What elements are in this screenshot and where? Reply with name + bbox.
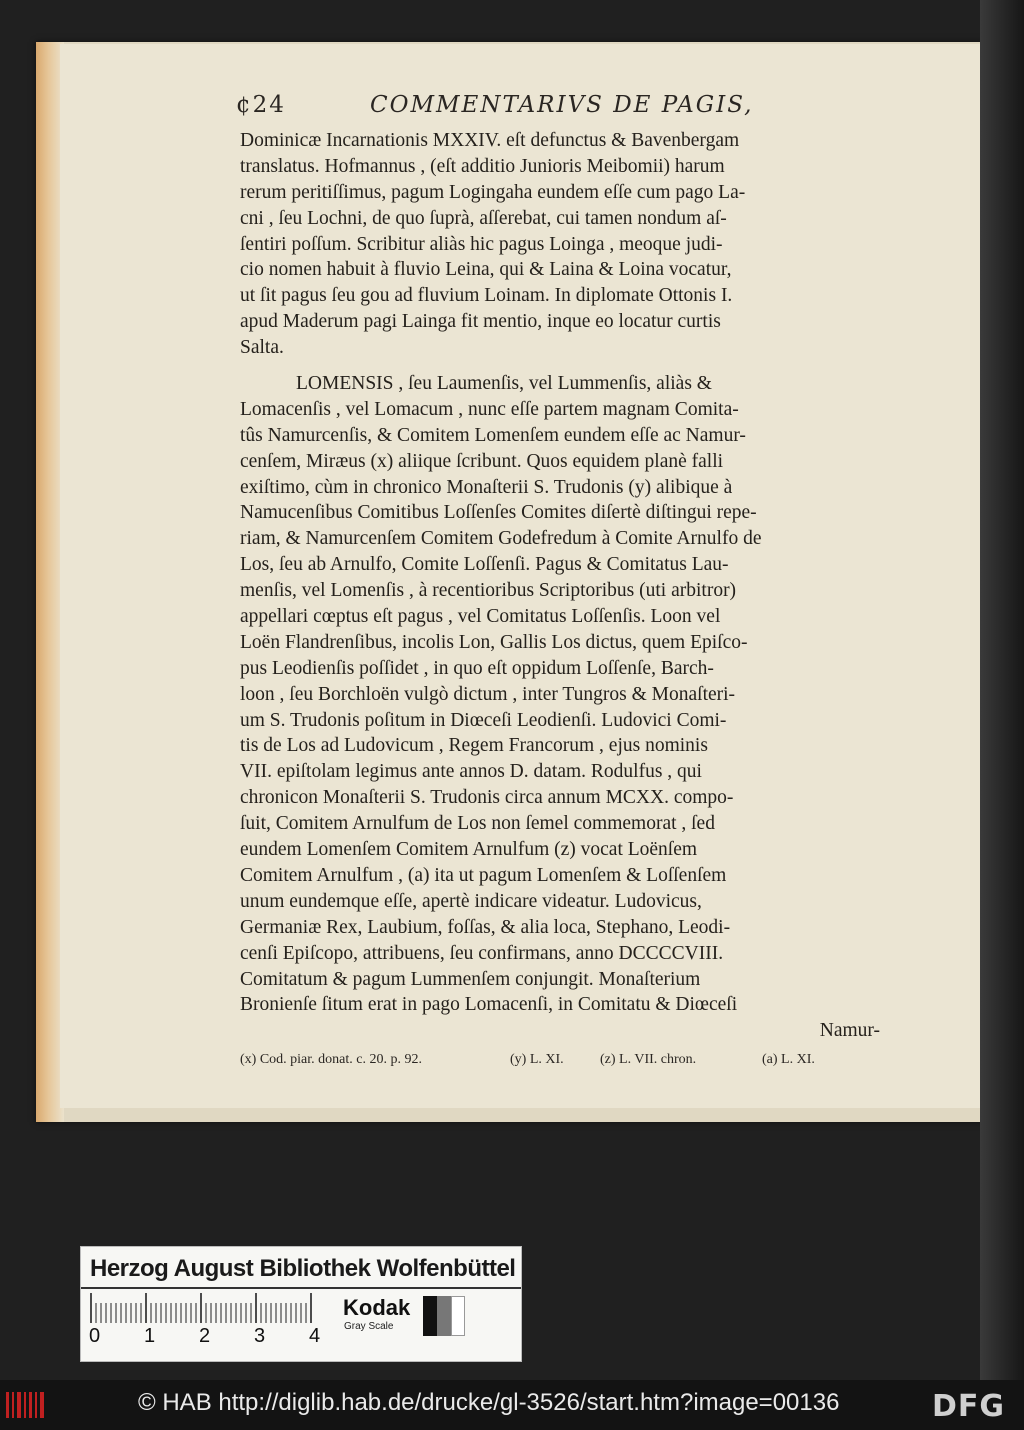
- text-line: Dominicæ Incarnationis MXXIV. eſt defunctus & Bavenbergam: [240, 130, 740, 151]
- text-line: unum eundemque eſſe, apertè indicare videatur. Ludovicus,: [240, 890, 702, 912]
- scale-numbers: [89, 1325, 329, 1351]
- text-line: Germaniæ Rex, Laubium, foſſas, & alia loca, Stephano, Leodi-: [240, 916, 731, 938]
- text-line: Namucenſibus Comitibus Loſſenſes Comites diſertè diſtingui repe-: [240, 502, 757, 524]
- text-line: tis de Los ad Ludovicum , Regem Francorum , ejus nominis: [240, 735, 708, 757]
- text-line: appellari cœptus eſt pagus , vel Comitatus Loſſenſis. Loon vel: [240, 606, 721, 628]
- label-divider: [81, 1287, 521, 1289]
- text-line: ut ſit pagus ſeu gou ad fluvium Loinam. In diplomate Ottonis I.: [240, 285, 733, 307]
- text-line: rerum peritiſſimus, pagum Logingaha eundem eſſe cum pago La-: [240, 181, 746, 203]
- scale-number: 4: [309, 1325, 321, 1347]
- scale-number: 1: [144, 1325, 156, 1347]
- gray-patch: [423, 1296, 437, 1336]
- footnote-x: (x) Cod. piar. donat. c. 20. p. 92.: [240, 1052, 422, 1067]
- copyright-link[interactable]: © HAB http://diglib.hab.de/drucke/gl-3526/start.htm?image=00136: [138, 1389, 840, 1416]
- footer-bar: [0, 1380, 1024, 1430]
- scale-number: 0: [89, 1325, 101, 1347]
- library-name: Herzog August Bibliothek Wolfenbüttel: [90, 1255, 516, 1282]
- text-line: tûs Namurcenſis, & Comitem Lomenſem eundem eſſe ac Namur-: [240, 424, 746, 446]
- text-line: Comitem Arnulfum , (a) ita ut pagum Lomenſem & Loſſenſem: [240, 864, 727, 886]
- text-line: Salta.: [240, 337, 284, 359]
- text-line: ſuit, Comitem Arnulfum de Los non ſemel commemorat , ſed: [240, 813, 715, 835]
- text-line: chronicon Monaſterii S. Trudonis circa annum MCXX. compo-: [240, 787, 734, 809]
- gray-patch: [451, 1296, 465, 1336]
- barcode-icon: [6, 1392, 46, 1418]
- page-header: [236, 92, 876, 126]
- text-line: Lomacenſis , vel Lomacum , nunc eſſe partem magnam Comita-: [240, 398, 739, 420]
- text-line: VII. epiſtolam legimus ante annos D. datam. Rodulfus , qui: [240, 761, 702, 783]
- text-line: cenſem, Miræus (x) aliique ſcribunt. Quos equidem planè falli: [240, 450, 724, 472]
- text-line: cio nomen habuit à fluvio Leina, qui & Laina & Loina vocatur,: [240, 259, 732, 281]
- text-line: apud Maderum pagi Lainga fit mentio, inque eo locatur curtis: [240, 311, 721, 333]
- dfg-logo: DFG: [932, 1389, 1006, 1424]
- footnote-z: (z) L. VII. chron.: [600, 1052, 697, 1067]
- text-line: cni , ſeu Lochni, de quo ſuprà, aſſerebat, cui tamen nondum aſ-: [240, 207, 727, 229]
- text-line: Comitatum & pagum Lummenſem conjungit. Monaſterium: [240, 968, 701, 990]
- footnotes: [240, 1052, 880, 1076]
- scale-ruler: [89, 1291, 321, 1325]
- binding-shadow: [980, 0, 1024, 1380]
- gray-patch: [437, 1296, 451, 1336]
- text-line: pus Leodienſis poſſidet , in quo eſt oppidum Loſſenſe, Barch-: [240, 657, 714, 679]
- text-line: exiſtimo, cùm in chronico Monaſterii S. Trudonis (y) alibique à: [240, 476, 733, 498]
- text-line: cenſi Epiſcopo, attribuens, ſeu confirmans, anno DCCCCVIII.: [240, 942, 724, 964]
- text-line: riam, & Namurcenſem Comitem Godefredum à Comite Arnulfo de: [240, 528, 762, 550]
- scale-number: 3: [254, 1325, 266, 1347]
- scale-number: 2: [199, 1325, 211, 1347]
- catchword: Namur-: [819, 1020, 880, 1042]
- footnote-y: (y) L. XI.: [510, 1052, 564, 1067]
- library-color-target: [80, 1246, 522, 1362]
- gray-scale-caption: Gray Scale: [344, 1321, 394, 1332]
- text-line: ſentiri poſſum. Scribitur aliàs hic pagus Loinga , meoque judi-: [240, 233, 723, 255]
- text-line: loon , ſeu Borchloën vulgò dictum , inter Tungros & Monaſteri-: [240, 683, 736, 705]
- kodak-brand: Kodak: [343, 1295, 411, 1320]
- text-line: LOMENSIS , ſeu Laumenſis, vel Lummenſis, aliàs &: [296, 373, 712, 395]
- running-title: COMMENTARIVS DE PAGIS,: [370, 92, 754, 118]
- text-line: Bronienſe ſitum erat in pago Lomacenſi, in Comitatu & Diœceſi: [240, 994, 738, 1016]
- footnote-a: (a) L. XI.: [762, 1052, 815, 1067]
- text-line: Loën Flandrenſibus, incolis Lon, Gallis Los dictus, quem Epiſco-: [240, 631, 748, 653]
- gray-patches: [423, 1296, 465, 1336]
- body-text: [240, 128, 880, 1044]
- text-line: eundem Lomenſem Comitem Arnulfum (z) vocat Loënſem: [240, 839, 698, 861]
- text-line: um S. Trudonis poſitum in Diœceſi Leodienſi. Ludovici Comi-: [240, 709, 727, 731]
- text-line: Los, ſeu ab Arnulfo, Comite Loſſenſi. Pagus & Comitatus Lau-: [240, 554, 729, 576]
- text-line: translatus. Hofmannus , (eſt additio Junioris Meibomii) harum: [240, 155, 725, 177]
- page-number: ¢24: [236, 92, 286, 118]
- text-line: menſis, vel Lomenſis , à recentioribus Scriptoribus (uti arbitror): [240, 580, 737, 602]
